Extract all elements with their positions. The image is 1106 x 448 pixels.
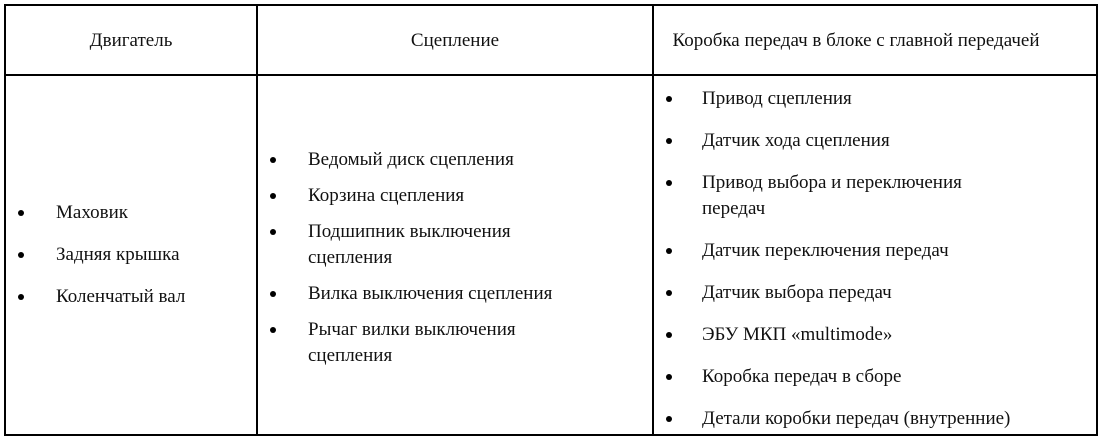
clutch-list [258, 141, 588, 379]
engine-list [6, 192, 185, 326]
components-table [4, 4, 1098, 436]
list-item: Корзина сцепления [258, 183, 588, 209]
list-item: Вилка выключения сцепления [258, 281, 588, 307]
list-item: Датчик выбора передач [654, 280, 1084, 306]
header-gearbox: Коробка передач в блоке с главной передачей [672, 30, 1040, 51]
list-item: Привод сцепления [654, 86, 1084, 112]
list-item: ЭБУ МКП «multimode» [654, 322, 1084, 348]
header-clutch: Сцепление [410, 30, 500, 51]
list-item: Ведомый диск сцепления [258, 147, 588, 173]
list-item: Датчик переключения передач [654, 238, 1084, 264]
list-item: Коробка передач в сборе [654, 364, 1084, 390]
header-engine: Двигатель [89, 30, 173, 51]
gearbox-cell [654, 78, 1094, 434]
list-item: Коленчатый вал [6, 284, 185, 310]
list-item: Рычаг вилки выключения сцепления [258, 317, 588, 369]
list-item: Задняя крышка [6, 242, 185, 268]
list-item: Привод выбора и переключения передач [654, 170, 1012, 222]
list-item: Детали коробки передач (внутренние) [654, 406, 1084, 432]
clutch-cell [258, 78, 652, 434]
list-item: Маховик [6, 200, 185, 226]
list-item: Датчик хода сцепления [654, 128, 1084, 154]
engine-cell [6, 78, 256, 434]
list-item: Подшипник выключения сцепления [258, 219, 588, 271]
gearbox-list [654, 82, 1084, 448]
